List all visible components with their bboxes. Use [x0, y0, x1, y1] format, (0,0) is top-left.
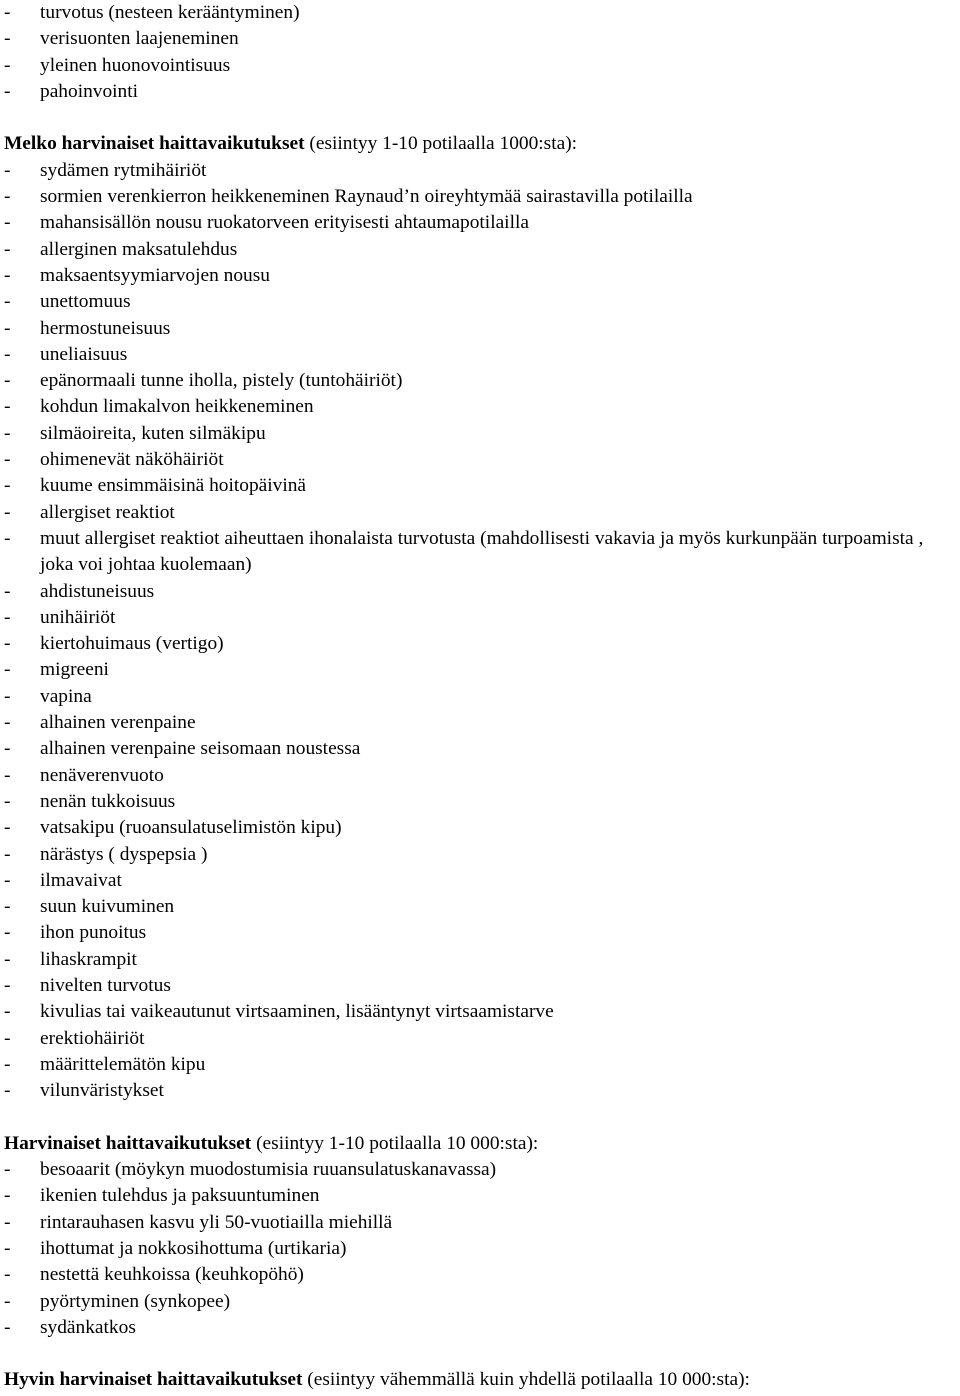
list-item-text: unihäiriöt — [40, 606, 116, 628]
list-item-text: vapina — [40, 685, 92, 707]
bullet-dash: - — [4, 317, 11, 339]
list-item — [4, 920, 960, 946]
list-item — [4, 184, 960, 210]
list-item — [4, 736, 960, 762]
bullet-dash: - — [4, 54, 11, 76]
bullet-dash: - — [4, 422, 11, 444]
list-item — [4, 894, 960, 920]
list-item-text: vilunväristykset — [40, 1080, 164, 1102]
heading-title: Melko harvinaiset haittavaikutukset — [4, 133, 305, 155]
list-item-text: närästys ( dyspepsia ) — [40, 843, 208, 865]
bullet-dash: - — [4, 1264, 11, 1286]
bullet-dash: - — [4, 1290, 11, 1312]
heading-title: Harvinaiset haittavaikutukset — [4, 1132, 252, 1154]
list-item-text: pyörtyminen (synkopee) — [40, 1290, 231, 1312]
bullet-dash: - — [4, 1001, 11, 1023]
bullet-dash: - — [4, 1316, 11, 1338]
list-item — [4, 394, 960, 420]
list-item — [4, 842, 960, 868]
bullet-dash: - — [4, 238, 11, 260]
list-item-text: ilmavaivat — [40, 869, 122, 891]
list-item — [4, 763, 960, 789]
list-item — [4, 1210, 960, 1236]
list-item-text: yleinen huonovointisuus — [40, 54, 231, 76]
list-item-text: besoaarit (möykyn muodostumisia ruuansulatuskanavassa) — [40, 1159, 497, 1181]
list-item-text: suun kuivuminen — [40, 896, 175, 918]
list-item — [4, 789, 960, 815]
list-item — [4, 342, 960, 368]
list-item — [4, 631, 960, 657]
list-item — [4, 473, 960, 499]
bullet-dash: - — [4, 738, 11, 760]
bullet-dash: - — [4, 159, 11, 181]
list-item-text: pahoinvointi — [40, 80, 139, 102]
list-item — [4, 1236, 960, 1262]
bullet-dash: - — [4, 501, 11, 523]
bullet-dash: - — [4, 974, 11, 996]
bullet-dash: - — [4, 1185, 11, 1207]
bullet-dash: - — [4, 948, 11, 970]
very-rare-side-effects-heading — [4, 1367, 960, 1393]
list-item — [4, 289, 960, 315]
list-item-text: silmäoireita, kuten silmäkipu — [40, 422, 266, 444]
list-item — [4, 0, 960, 26]
bullet-dash: - — [4, 527, 11, 549]
list-item-text: nivelten turvotus — [40, 974, 171, 996]
bullet-dash: - — [4, 28, 11, 50]
list-item — [4, 53, 960, 79]
list-item — [4, 237, 960, 263]
bullet-dash: - — [4, 606, 11, 628]
bullet-dash: - — [4, 396, 11, 418]
bullet-dash: - — [4, 659, 11, 681]
list-item-text: allergiset reaktiot — [40, 501, 175, 523]
list-item — [4, 999, 960, 1025]
list-item-text: nenäverenvuoto — [40, 764, 164, 786]
list-item-text: kiertohuimaus (vertigo) — [40, 633, 224, 655]
list-item-text: alhainen verenpaine seisomaan noustessa — [40, 738, 361, 760]
list-item — [4, 710, 960, 736]
list-item-text: sydämen rytmihäiriöt — [40, 159, 207, 181]
list-item — [4, 657, 960, 683]
list-item-text: sydänkatkos — [40, 1316, 136, 1338]
list-item-text: erektiohäiriöt — [40, 1027, 145, 1049]
list-item-text: turvotus (nesteen kerääntyminen) — [40, 2, 300, 23]
rare-side-effects-list — [4, 1157, 960, 1341]
bullet-dash: - — [4, 922, 11, 944]
list-item — [4, 1315, 960, 1341]
bullet-dash: - — [4, 633, 11, 655]
bullet-dash: - — [4, 291, 11, 313]
list-item-text: hermostuneisuus — [40, 317, 171, 339]
list-item — [4, 605, 960, 631]
bullet-dash: - — [4, 790, 11, 812]
document-page — [4, 0, 960, 1394]
list-item — [4, 1157, 960, 1183]
list-item-text: kohdun limakalvon heikkeneminen — [40, 396, 314, 418]
bullet-dash: - — [4, 1237, 11, 1259]
list-item — [4, 210, 960, 236]
list-item-text: ikenien tulehdus ja paksuuntuminen — [40, 1185, 320, 1207]
list-item-text: verisuonten laajeneminen — [40, 28, 239, 50]
bullet-dash: - — [4, 1053, 11, 1075]
bullet-dash: - — [4, 343, 11, 365]
list-item — [4, 973, 960, 999]
list-item — [4, 158, 960, 184]
list-item-text: muut allergiset reaktiot aiheuttaen ihonalaista turvotusta (mahdollisesti vakavia ja myös kurkunpään turpoamista , joka voi johtaa kuolemaan) — [40, 527, 924, 576]
list-item — [4, 947, 960, 973]
list-item — [4, 868, 960, 894]
list-item-text: sormien verenkierron heikkeneminen Raynaud’n oireyhtymää sairastavilla potilailla — [40, 186, 693, 208]
bullet-dash: - — [4, 869, 11, 891]
list-item-text: lihaskrampit — [40, 948, 137, 970]
heading-frequency: (esiintyy 1-10 potilaalla 10 000:sta): — [251, 1132, 539, 1154]
list-item-text: uneliaisuus — [40, 343, 128, 365]
list-item-text: vatsakipu (ruoansulatuselimistön kipu) — [40, 817, 342, 839]
list-item — [4, 684, 960, 710]
list-item-text: nenän tukkoisuus — [40, 790, 176, 812]
heading-frequency: (esiintyy vähemmällä kuin yhdellä potilaalla 10 000:sta): — [302, 1369, 750, 1391]
list-item — [4, 368, 960, 394]
bullet-dash: - — [4, 449, 11, 471]
bullet-dash: - — [4, 896, 11, 918]
bullet-dash: - — [4, 1027, 11, 1049]
list-item — [4, 1052, 960, 1078]
heading-title: Hyvin harvinaiset haittavaikutukset — [4, 1369, 303, 1391]
bullet-dash: - — [4, 264, 11, 286]
bullet-dash: - — [4, 580, 11, 602]
uncommon-side-effects-heading — [4, 131, 960, 157]
intro-side-effects-list — [4, 0, 960, 105]
list-item-text: kivulias tai vaikeautunut virtsaaminen, lisääntynyt virtsaamistarve — [40, 1001, 554, 1023]
bullet-dash: - — [4, 843, 11, 865]
list-item — [4, 79, 960, 105]
list-item — [4, 1183, 960, 1209]
list-item-text: allerginen maksatulehdus — [40, 238, 238, 260]
list-item-text: migreeni — [40, 659, 109, 681]
list-item — [4, 526, 960, 579]
list-item — [4, 579, 960, 605]
bullet-dash: - — [4, 712, 11, 734]
bullet-dash: - — [4, 2, 11, 23]
list-item-text: mahansisällön nousu ruokatorveen erityisesti ahtaumapotilailla — [40, 212, 529, 234]
bullet-dash: - — [4, 685, 11, 707]
list-item — [4, 1262, 960, 1288]
list-item — [4, 26, 960, 52]
bullet-dash: - — [4, 817, 11, 839]
bullet-dash: - — [4, 764, 11, 786]
bullet-dash: - — [4, 370, 11, 392]
list-item-text: määrittelemätön kipu — [40, 1053, 206, 1075]
bullet-dash: - — [4, 186, 11, 208]
list-item-text: alhainen verenpaine — [40, 712, 196, 734]
bullet-dash: - — [4, 1159, 11, 1181]
list-item — [4, 1026, 960, 1052]
heading-frequency: (esiintyy 1-10 potilaalla 1000:sta): — [304, 133, 578, 155]
bullet-dash: - — [4, 1211, 11, 1233]
bullet-dash: - — [4, 1080, 11, 1102]
list-item — [4, 316, 960, 342]
list-item-text: epänormaali tunne iholla, pistely (tuntohäiriöt) — [40, 370, 403, 392]
uncommon-side-effects-list — [4, 158, 960, 1105]
bullet-dash: - — [4, 80, 11, 102]
list-item-text: rintarauhasen kasvu yli 50-vuotiailla miehillä — [40, 1211, 393, 1233]
list-item — [4, 263, 960, 289]
list-item-text: ihon punoitus — [40, 922, 147, 944]
list-item-text: unettomuus — [40, 291, 131, 313]
list-item-text: ohimenevät näköhäiriöt — [40, 449, 224, 471]
rare-side-effects-heading — [4, 1131, 960, 1157]
list-item-text: ihottumat ja nokkosihottuma (urtikaria) — [40, 1237, 347, 1259]
list-item — [4, 421, 960, 447]
list-item-text: maksaentsyymiarvojen nousu — [40, 264, 270, 286]
list-item-text: ahdistuneisuus — [40, 580, 155, 602]
bullet-dash: - — [4, 212, 11, 234]
list-item — [4, 500, 960, 526]
list-item — [4, 447, 960, 473]
list-item — [4, 1078, 960, 1104]
bullet-dash: - — [4, 475, 11, 497]
list-item — [4, 815, 960, 841]
list-item — [4, 1289, 960, 1315]
list-item-text: kuume ensimmäisinä hoitopäivinä — [40, 475, 307, 497]
list-item-text: nestettä keuhkoissa (keuhkopöhö) — [40, 1264, 304, 1286]
